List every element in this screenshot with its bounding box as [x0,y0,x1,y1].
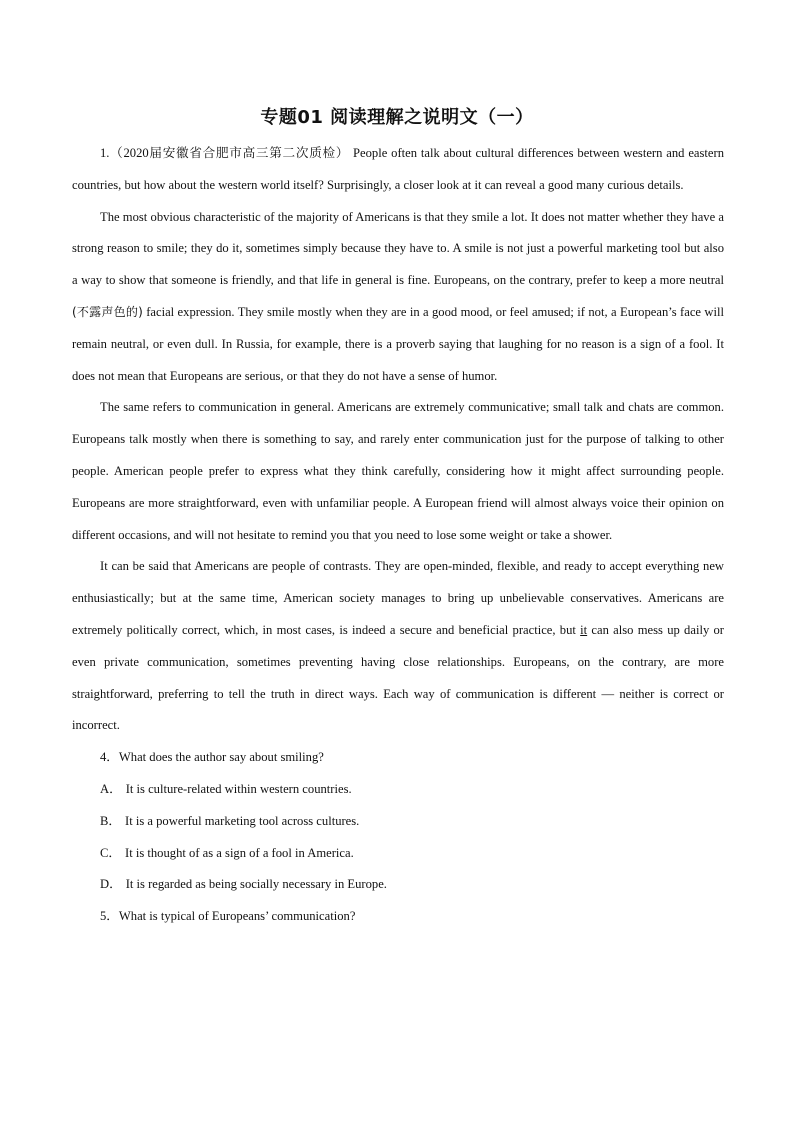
question-stem: What is typical of Europeans’ communication? [118,909,356,924]
paragraph-communication: The same refers to communication in general. Americans are extremely communicative; small talk and chats are common. Europeans talk mostly when there is something to say, and rarely enter communication just for the purpose of talking to other people. American people prefer to express what they think carefully, considering how it might affect surrounding people. Europeans are more straightforward, even with unfamiliar people. A European friend will almost always voice their opinion on different occasions, and will not hesitate to remind you that you need to lose some weight or take a shower. [72,400,724,542]
paragraph-text: It can be said that Americans are people of contrasts. They are open-minded, flexible, and ready to accept everything new enthusiastically; but at the same time, American society manages to bring up unbelievable conservatives. Americans are extremely politically correct, which, in most cases, is indeed a secure and beneficial practice, but [72,559,724,637]
underlined-word: it [580,622,588,637]
option-text: It is a powerful marketing tool across cultures. [125,813,360,828]
option-d [72,869,724,901]
option-letter: A． [100,781,122,796]
paragraph-text: can also mess up daily or even private communication, sometimes preventing having close relationships. Europeans, on the contrary, are more straightforward, preferring to tell the truth in direct ways. Each way of communication is different — neither is correct or incorrect. [72,622,724,733]
question-4 [72,742,724,774]
option-letter: C． [100,845,121,860]
option-text: It is thought of as a sign of a fool in America. [125,845,354,860]
paragraph-text: The most obvious characteristic of the majority of Americans is that they smile a lot. It does not matter whether they have a strong reason to smile; they do it, sometimes simply because they have to. A smile is not just a powerful marketing tool but also a way to show that someone is friendly, and that life in general is fine. Europeans, on the contrary, prefer to keep a more neutral [72,209,724,288]
paragraph-text: facial expression. They smile mostly when they are in a good mood, or feel amused; if not, a European’s face will remain neutral, or even dull. In Russia, for example, there is a proverb saying that laughing for no reason is a sign of a fool. It does not mean that Europeans are serious, or that they do not have a sense of humor. [72,304,724,383]
option-letter: B． [100,813,121,828]
chinese-gloss: (不露声色的) [72,304,143,319]
intro-paragraph [72,138,724,202]
page-title: 专题01 阅读理解之说明文（一） [260,107,534,128]
question-stem: What does the author say about smiling? [118,750,324,765]
option-c [72,838,724,870]
item-number: 1. [100,146,110,160]
option-letter: D． [100,877,122,892]
option-b [72,806,724,838]
option-a [72,774,724,806]
article-body [72,138,724,933]
question-number: 5． [100,909,119,924]
intro-text: People often talk about cultural differences between western and eastern countries, but how about the western world itself? Surprisingly, a closer look at it can reveal a good many curious details. [72,146,724,192]
option-text: It is regarded as being socially necessary in Europe. [125,877,387,892]
source-label: （2020届安徽省合肥市高三第二次质检） [109,146,350,160]
paragraph-smiling [72,202,724,393]
question-number: 4． [100,750,119,765]
option-text: It is culture-related within western countries. [125,781,352,796]
question-5 [72,901,724,933]
paragraph-contrasts [72,551,724,742]
